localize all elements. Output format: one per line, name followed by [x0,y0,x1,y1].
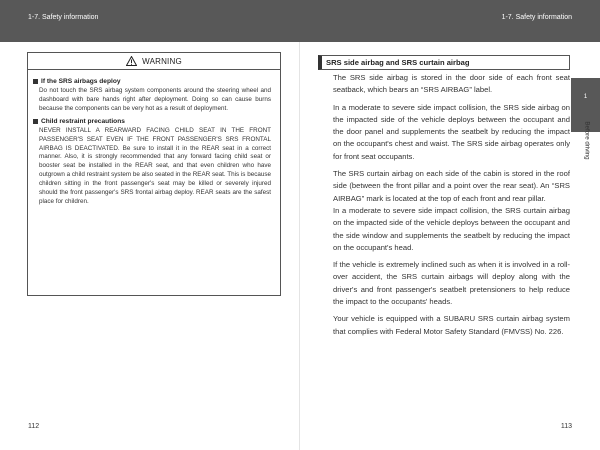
warning-section-text: NEVER INSTALL A REARWARD FACING CHILD SEAT IN THE FRONT PASSENGER'S SEAT EVEN IF THE FRONT PASSENGER'S SRS FRONTAL AIRBAG IS DEACTIVATED. Be sure to install it in the REAR seat in a correct manner. Also, it is strongly recommended that any forward facing child seat or booster seat be installed in the REAR seat, and that even children who have outgrown a child restraint system be also seated in the REAR seat. This is because children sitting in the front passenger's seat may be killed or severely injured should the front passenger's SRS frontal airbag deploy. REAR seats are the safest place for children. [39,126,271,205]
body-paragraph: If the vehicle is extremely inclined such as when it is involved in a roll-over accident, the SRS curtain airbags will deploy along with the driver's and front passenger's seatbelt pretensioners to help reduce the impact to the occupants' heads. [333,260,570,307]
section-title: SRS side airbag and SRS curtain airbag [326,58,470,67]
header-title-left: 1-7. Safety information [28,14,99,21]
warning-section-heading-text: Child restraint precautions [41,117,125,125]
header-title-right: 1-7. Safety information [501,14,572,21]
warning-section-heading [33,78,274,85]
warning-triangle-icon [126,56,137,66]
chapter-label [573,110,600,170]
body-paragraph: In a moderate to severe side impact collision, the SRS side airbag on the impacted side of the vehicle deploys between the occupant and the door panel and supplements the seatbelt by reducing the impact on the occupant's chest and waist. The SRS side airbag operates only for front seat occupants. [333,102,570,161]
chapter-label-text: Before driving [583,120,591,160]
body-paragraph: The SRS side airbag is stored in the door side of each front seat seatback, which bears an “SRS AIRBAG” label. [333,73,570,95]
chapter-number: 1 [583,94,588,100]
warning-header [28,53,280,70]
warning-section-text: Do not touch the SRS airbag system components around the steering wheel and dashboard with bare hands right after deployment. Doing so can cause burns because the components can be very hot as a result of deployment. [39,87,271,112]
page-number-left: 112 [28,423,40,430]
square-bullet-icon [33,119,38,124]
body-paragraph: Your vehicle is equipped with a SUBARU SRS curtain airbag system that complies with Federal Motor Safety Standard (FMVSS) No. 226. [333,314,570,336]
right-page-body [333,72,570,343]
warning-title: WARNING [142,56,182,66]
body-paragraph: In a moderate to severe side impact collision, the SRS curtain airbag on the impacted side of the vehicle deploys between the occupant and the side window and supplements the seatbelt by reducing the impact on the occupant's head. [333,205,570,252]
page-number-right: 113 [560,423,572,430]
warning-body [28,70,280,207]
warning-section-heading [33,118,274,125]
section-title-bar [318,55,570,70]
body-paragraph: The SRS curtain airbag on each side of the cabin is stored in the roof side (between the front pillar and a point over the rear seat). An “SRS AIRBAG” mark is located at the top of each front and rear pillar. [333,169,570,203]
header-bar [0,0,600,42]
warning-section-heading-text: If the SRS airbags deploy [41,78,121,85]
square-bullet-icon [33,79,38,84]
page-divider [299,42,300,450]
warning-box [27,52,281,296]
